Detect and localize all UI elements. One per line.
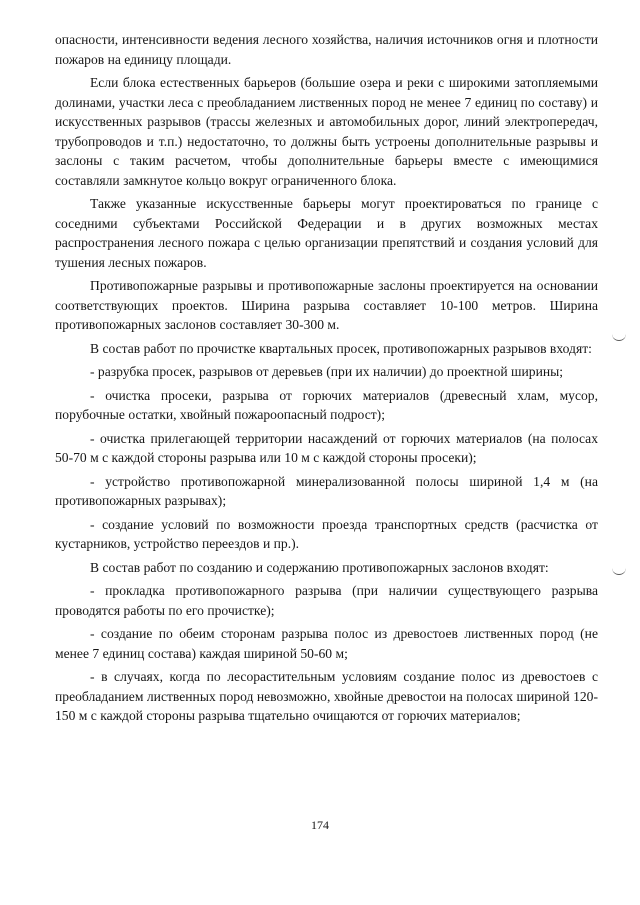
list-item-4: - устройство противопожарной минерализованной полосы шириной 1,4 м (на противопожарных разрывах); xyxy=(55,473,598,508)
list-item-2: - очистка просеки, разрыва от горючих материалов (древесный хлам, мусор, порубочные остатки, хвойный пожароопасный подрост); xyxy=(55,387,598,422)
list-item-3: - очистка прилегающей территории насаждений от горючих материалов (на полосах 50-70 м с каждой стороны разрыва или 10 м с каждой стороны просеки); xyxy=(55,430,598,465)
list-item-7: - создание по обеим сторонам разрыва полос из древостоев лиственных пород (не менее 7 единиц состава) каждая шириной 50-60 м; xyxy=(55,626,598,661)
paragraph-5: В состав работ по прочистке квартальных просек, противопожарных разрывов входят: xyxy=(90,340,592,356)
margin-mark-2 xyxy=(612,566,626,575)
paragraph-2: Если блока естественных барьеров (большие озера и реки с широкими затопляемыми долинами, участки леса с преобладанием лиственных пород не менее 7 единиц по составу) и искусственных разрывов (трассы железных и автомобильных дорог, линий электропередач, трубопроводов и т.п.) недостаточно, то должны быть устроены дополнительные разрывы и заслоны с таким расчетом, чтобы дополнительные барьеры вместе с имеющимися составляли замкнутое кольцо вокруг ограниченного блока. xyxy=(55,75,598,188)
list-item-1: - разрубка просек, разрывов от деревьев (при их наличии) до проектной ширины; xyxy=(90,364,564,379)
list-item-5: - создание условий по возможности проезда транспортных средств (расчистка от кустарников, устройство переездов и пр.). xyxy=(55,516,598,551)
margin-mark-1 xyxy=(612,332,626,341)
paragraph-6: В состав работ по созданию и содержанию противопожарных заслонов входят: xyxy=(90,559,549,575)
paragraph-1: опасности, интенсивности ведения лесного хозяйства, наличия источников огня и плотности пожаров на единицу площади. xyxy=(55,32,598,67)
paragraph-4: Противопожарные разрывы и противопожарные заслоны проектируется на основании соответствующих проектов. Ширина разрыва составляет 10-100 метров. Ширина противопожарных заслонов составляет 30-300 м. xyxy=(55,278,598,332)
paragraph-3: Также указанные искусственные барьеры могут проектироваться по границе с соседними субъектами Российской Федерации и в других возможных местах распространения лесного пожара с целью организации препятствий и создания условий для тушения лесных пожаров. xyxy=(55,196,598,270)
page-number: 174 xyxy=(311,818,329,832)
list-item-8: - в случаях, когда по лесорастительным условиям создание полос из древостоев с преобладанием лиственных пород невозможно, хвойные древостои на полосах шириной 120-150 м с каждой стороны разрыва тщательно очищаются от горючих материалов; xyxy=(55,669,598,723)
list-item-6: - прокладка противопожарного разрыва (при наличии существующего разрыва проводятся работы по его прочистке); xyxy=(55,583,598,618)
